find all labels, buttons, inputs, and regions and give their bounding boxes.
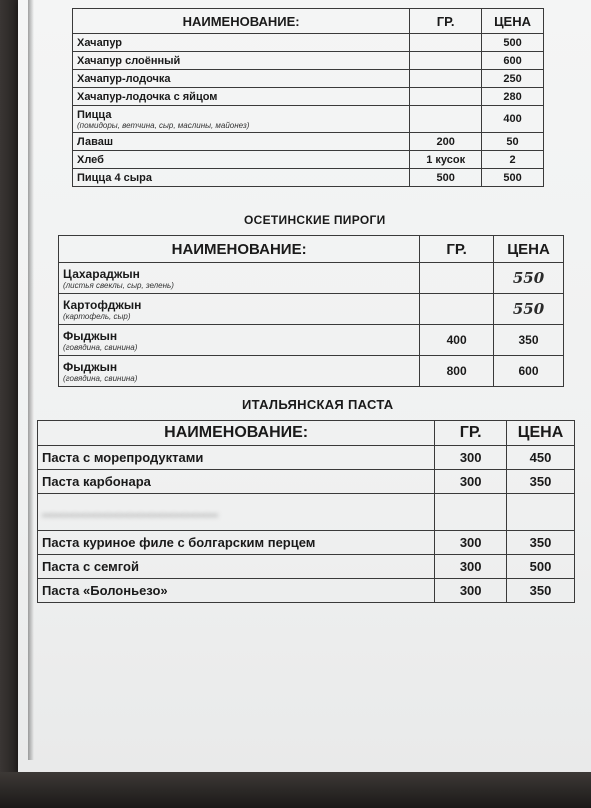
header-weight: ГР. <box>420 236 494 263</box>
header-weight: ГР. <box>410 9 482 34</box>
table-row <box>73 52 544 70</box>
header-price: ЦЕНА <box>482 9 544 34</box>
table-row <box>38 446 575 470</box>
item-weight: 1 кусок <box>410 151 482 169</box>
item-weight: 500 <box>410 169 482 187</box>
handwritten-price: 550 <box>512 300 545 318</box>
covered-item-smudge: ▬▬▬▬▬▬▬▬▬▬▬▬▬▬▬▬ <box>42 507 218 520</box>
italian-pasta-table <box>37 420 575 603</box>
table-row <box>73 70 544 88</box>
table-row <box>73 88 544 106</box>
header-price: ЦЕНА <box>494 236 564 263</box>
item-name: Хачапур слоённый <box>73 52 410 70</box>
item-price: 350 <box>507 470 575 494</box>
item-name: Фыджын <box>63 359 118 374</box>
item-weight <box>410 52 482 70</box>
table-row <box>38 470 575 494</box>
header-price: ЦЕНА <box>507 421 575 446</box>
handwritten-price: 550 <box>512 269 545 287</box>
item-weight: 300 <box>435 579 507 603</box>
item-weight <box>435 494 507 531</box>
table-row <box>73 106 544 133</box>
item-name: Паста «Болоньезо» <box>38 579 435 603</box>
table-row <box>73 133 544 151</box>
section-title-ossetian-pies: ОСЕТИНСКИЕ ПИРОГИ <box>244 213 386 227</box>
item-description: (картофель, сыр) <box>63 311 131 321</box>
item-weight <box>410 70 482 88</box>
item-name: Пицца 4 сыра <box>73 169 410 187</box>
item-name: Паста с морепродуктами <box>38 446 435 470</box>
item-price: 500 <box>482 34 544 52</box>
item-description: (помидоры, ветчина, сыр, маслины, майонез) <box>77 120 250 130</box>
item-name: Хачапур-лодочка с яйцом <box>73 88 410 106</box>
item-description: (говядина, свинина) <box>63 373 138 383</box>
item-cell <box>59 325 420 356</box>
covered-item-cell <box>38 494 435 531</box>
item-price: 250 <box>482 70 544 88</box>
item-weight: 300 <box>435 446 507 470</box>
table-header-row <box>73 9 544 34</box>
item-weight <box>410 34 482 52</box>
section-title-italian-pasta: ИТАЛЬЯНСКАЯ ПАСТА <box>242 397 394 412</box>
item-name: Цахараджын <box>63 266 140 281</box>
table-row <box>38 579 575 603</box>
header-name: НАИМЕНОВАНИЕ: <box>59 236 420 263</box>
header-name: НАИМЕНОВАНИЕ: <box>73 9 410 34</box>
item-name: Пицца <box>77 108 112 121</box>
item-name: Картофджын <box>63 297 142 312</box>
item-name: Паста куриное филе с болгарским перцем <box>38 531 435 555</box>
header-name: НАИМЕНОВАНИЕ: <box>38 421 435 446</box>
table-row <box>73 34 544 52</box>
item-description: (говядина, свинина) <box>63 342 138 352</box>
item-price-cell <box>494 263 564 294</box>
table-row <box>73 151 544 169</box>
item-weight <box>410 88 482 106</box>
table-row-covered <box>38 494 575 531</box>
item-name: Фыджын <box>63 328 118 343</box>
item-weight <box>420 294 494 325</box>
item-weight <box>420 263 494 294</box>
bakery-table <box>72 8 544 187</box>
item-price: 350 <box>507 579 575 603</box>
item-name: Хачапур <box>73 34 410 52</box>
item-price-cell <box>494 294 564 325</box>
item-price: 400 <box>482 106 544 133</box>
item-name: Лаваш <box>73 133 410 151</box>
item-weight: 800 <box>420 356 494 387</box>
item-weight: 200 <box>410 133 482 151</box>
table-header-row <box>38 421 575 446</box>
header-weight: ГР. <box>435 421 507 446</box>
table-header-row <box>59 236 564 263</box>
item-cell <box>59 356 420 387</box>
table-surface <box>0 772 591 808</box>
table-row <box>59 325 564 356</box>
item-weight: 400 <box>420 325 494 356</box>
item-price <box>507 494 575 531</box>
item-name: Паста с семгой <box>38 555 435 579</box>
item-cell <box>59 294 420 325</box>
item-price: 350 <box>494 325 564 356</box>
sleeve-edge <box>28 0 34 760</box>
table-row <box>59 263 564 294</box>
item-price: 350 <box>507 531 575 555</box>
table-row <box>73 169 544 187</box>
item-price: 500 <box>482 169 544 187</box>
item-cell <box>73 106 410 133</box>
item-price: 280 <box>482 88 544 106</box>
item-weight: 300 <box>435 531 507 555</box>
item-cell <box>59 263 420 294</box>
item-name: Хачапур-лодочка <box>73 70 410 88</box>
item-price: 600 <box>482 52 544 70</box>
item-price: 500 <box>507 555 575 579</box>
item-price: 600 <box>494 356 564 387</box>
table-row <box>59 356 564 387</box>
item-name: Паста карбонара <box>38 470 435 494</box>
ossetian-pies-table <box>58 235 564 387</box>
item-price: 2 <box>482 151 544 169</box>
table-row <box>59 294 564 325</box>
table-row <box>38 531 575 555</box>
table-row <box>38 555 575 579</box>
item-weight: 300 <box>435 555 507 579</box>
item-name: Хлеб <box>73 151 410 169</box>
item-description: (листья свеклы, сыр, зелень) <box>63 280 174 290</box>
item-price: 450 <box>507 446 575 470</box>
item-weight <box>410 106 482 133</box>
item-weight: 300 <box>435 470 507 494</box>
item-price: 50 <box>482 133 544 151</box>
